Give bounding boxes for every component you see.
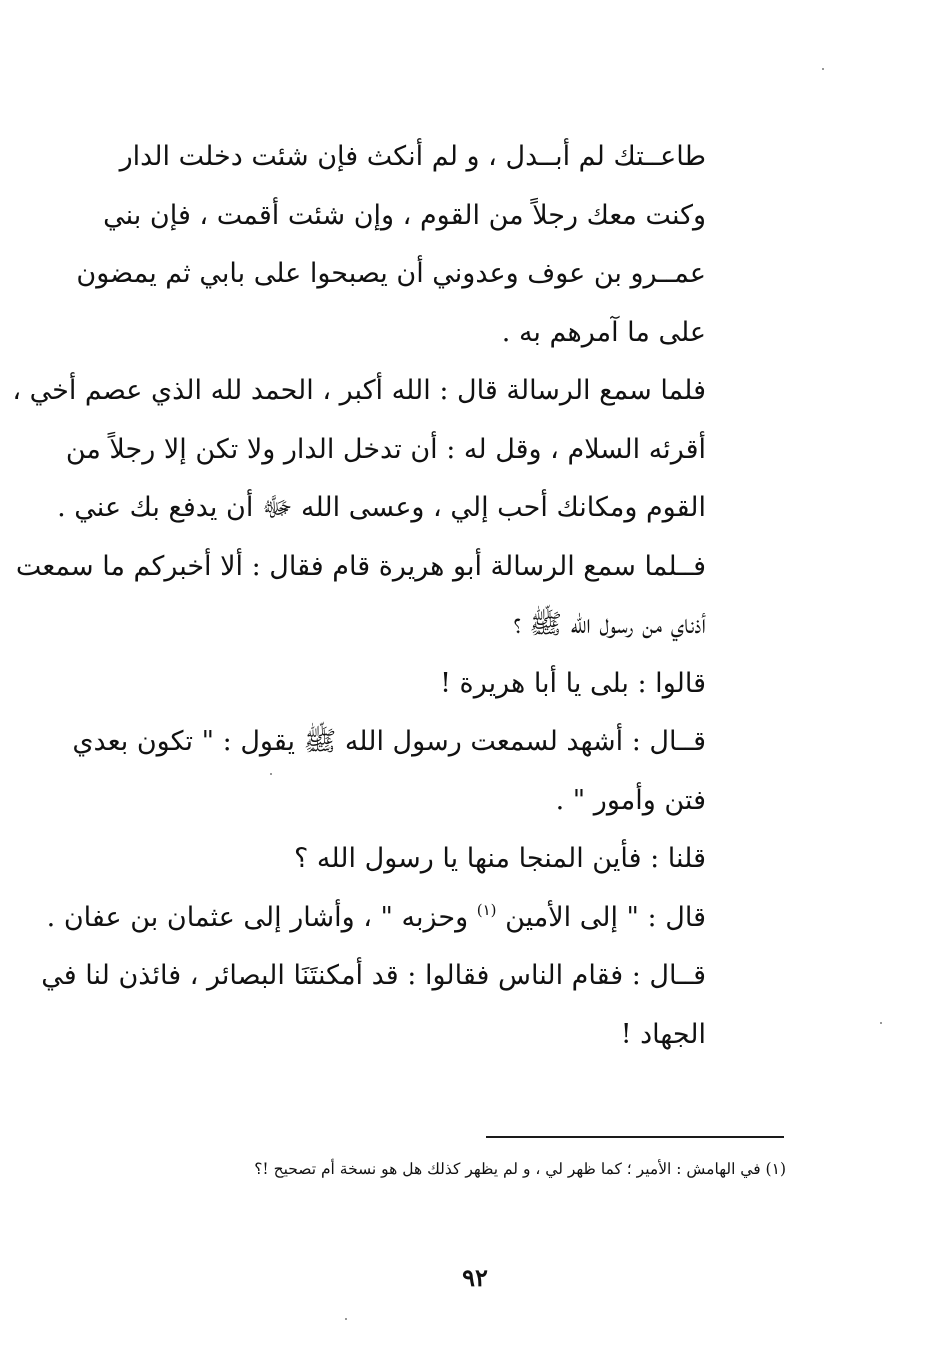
footnote: (١) في الهامش : الأمير ؛ كما ظهر لي ، و لم يظهر كذلك هل هو نسخة أم تصحيح !؟ [254,1160,786,1178]
text-line: عمــرو بن عوف وعدوني أن يصبحوا على بابي ثم يمضون [76,258,706,289]
text-line: فتن وأمور " . [555,784,706,816]
text-line: وكنت معك رجلاً من القوم ، وإن شئت أقمت ، فإن بني [103,199,706,231]
footnote-divider [486,1136,784,1138]
text-line [46,889,706,948]
text-line: أقرئه السلام ، وقل له : أن تدخل الدار ولا تكن إلا رجلاً من [65,433,706,465]
scan-speck [880,1022,882,1024]
page-number: ٩٢ [462,1263,488,1292]
scan-speck [270,773,272,775]
text-line: قلنا : فأين المنجا منها يا رسول الله ؟ [293,843,706,874]
text-line: قــال : فقام الناس فقالوا : قد أمكنتَنَا البصائر ، فائذن لنا في [41,960,706,991]
text-line: فلما سمع الرسالة قال : الله أكبر ، الحمد لله الذي عصم أخي ، [12,375,706,406]
text-line: فــلما سمع الرسالة أبو هريرة قام فقال : ألا أخبركم ما سمعت [15,550,706,582]
text-line: قــال : أشهد لسمعت رسول الله ﷺ يقول : " تكون بعدي [72,726,706,757]
main-text [12,128,706,1064]
text-line: قالوا : بلى يا أبا هريرة ! [440,667,706,699]
text-line: القوم ومكانك أحب إلي ، وعسى الله ﷻ أن يدفع بك عني . [57,492,706,523]
text-segment: وحزبه " ، وأشار إلى عثمان بن عفان . [46,901,469,933]
text-line: أذناي من رسول الله ﷺ ؟ [513,609,706,640]
text-line: على ما آمرهم به . [501,316,706,348]
text-line: طاعــتك لم أبــدل ، و لم أنكث فإن شئت دخلت الدار [119,141,706,172]
scan-speck [345,1318,347,1320]
text-line: الجهاد ! [620,1018,706,1050]
footnote-reference: (١) [476,900,497,919]
text-segment: قال : " إلى الأمين [505,901,706,933]
scan-speck [822,68,824,70]
